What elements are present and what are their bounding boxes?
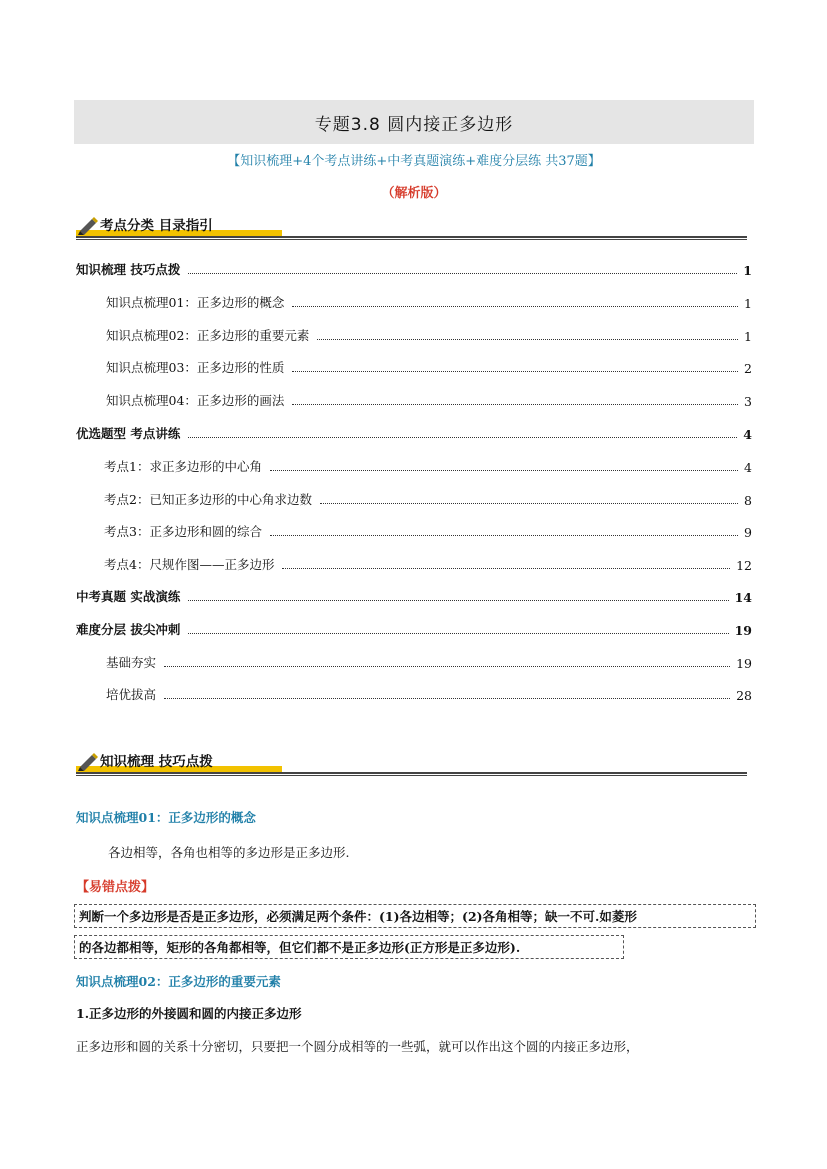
divider bbox=[76, 772, 747, 774]
toc-page-number: 8 bbox=[744, 493, 752, 508]
toc-page-number: 1 bbox=[743, 263, 752, 278]
toc-leader bbox=[320, 503, 738, 504]
toc-page-number: 3 bbox=[744, 394, 752, 409]
toc-leader bbox=[282, 568, 730, 569]
toc-entry[interactable] bbox=[76, 389, 752, 409]
toc-leader bbox=[292, 371, 738, 372]
toc-page-number: 28 bbox=[736, 688, 752, 703]
toc-entry-text: 知识点梳理04：正多边形的画法 bbox=[106, 393, 285, 408]
toc-entry[interactable] bbox=[76, 651, 752, 671]
pencil-icon bbox=[78, 215, 98, 235]
toc-page-number: 19 bbox=[736, 656, 752, 671]
toc-leader bbox=[188, 600, 728, 601]
toc-page-number: 4 bbox=[743, 427, 752, 442]
knowledge-section-label: 知识梳理 技巧点拨 bbox=[100, 754, 213, 770]
toc-entry[interactable] bbox=[76, 291, 752, 311]
page-title: 专题3.8 圆内接正多边形 bbox=[314, 114, 514, 135]
kp2-subheading: 1.正多边形的外接圆和圆的内接正多边形 bbox=[76, 1006, 302, 1021]
kp1-title: 知识点梳理01：正多边形的概念 bbox=[76, 810, 256, 825]
toc-entry-text: 考点1：求正多边形的中心角 bbox=[104, 459, 262, 474]
toc-entry[interactable] bbox=[76, 520, 752, 540]
toc-entry[interactable] bbox=[76, 455, 752, 475]
warning-label: 【易错点拨】 bbox=[76, 880, 155, 895]
toc-entry[interactable] bbox=[76, 683, 752, 703]
toc-entry[interactable] bbox=[76, 585, 752, 605]
toc-entry-text: 知识梳理 技巧点拨 bbox=[76, 262, 181, 277]
toc-section-header bbox=[76, 212, 756, 242]
toc-entry[interactable] bbox=[76, 553, 752, 573]
title-band bbox=[74, 100, 754, 144]
divider bbox=[76, 239, 747, 240]
subtitle: 【知识梳理+4个考点讲练+中考真题演练+难度分层练 共37题】 bbox=[227, 154, 601, 169]
toc-entry-text: 培优拔高 bbox=[106, 687, 157, 702]
warning-line-1: 判断一个多边形是否是正多边形，必须满足两个条件：(1)各边相等；(2)各角相等；缺一不可.如菱形 bbox=[74, 904, 756, 928]
toc-entry-text: 考点3：正多边形和圆的综合 bbox=[104, 524, 262, 539]
toc-entry-text: 考点4：尺规作图——正多边形 bbox=[104, 557, 275, 572]
toc-leader bbox=[188, 633, 728, 634]
toc-entry-text: 知识点梳理02：正多边形的重要元素 bbox=[106, 328, 310, 343]
toc-leader bbox=[188, 437, 737, 438]
toc-leader bbox=[164, 666, 730, 667]
toc-leader bbox=[164, 698, 730, 699]
warning-line-2: 的各边都相等，矩形的各角都相等，但它们都不是正多边形(正方形是正多边形). bbox=[74, 935, 624, 959]
toc-entry[interactable] bbox=[76, 356, 752, 376]
toc-leader bbox=[270, 535, 738, 536]
toc-section-label: 考点分类 目录指引 bbox=[100, 218, 213, 234]
toc-leader bbox=[317, 339, 738, 340]
toc-page-number: 12 bbox=[736, 558, 752, 573]
toc-leader bbox=[292, 306, 738, 307]
toc-leader bbox=[188, 273, 737, 274]
toc-entry-text: 基础夯实 bbox=[106, 655, 157, 670]
toc-page-number: 2 bbox=[744, 361, 752, 376]
toc-page-number: 1 bbox=[744, 296, 752, 311]
toc-entry-text: 知识点梳理03：正多边形的性质 bbox=[106, 360, 285, 375]
toc-entry-text: 知识点梳理01：正多边形的概念 bbox=[106, 295, 285, 310]
toc-entry-text: 中考真题 实战演练 bbox=[76, 589, 181, 604]
toc-entry-text: 优选题型 考点讲练 bbox=[76, 426, 181, 441]
toc-page-number: 1 bbox=[744, 329, 752, 344]
toc-entry[interactable] bbox=[76, 618, 752, 638]
kp1-definition: 各边相等，各角也相等的多边形是正多边形. bbox=[108, 845, 350, 860]
toc-entry[interactable] bbox=[76, 488, 752, 508]
toc-entry[interactable] bbox=[76, 258, 752, 278]
kp2-paragraph: 正多边形和圆的关系十分密切，只要把一个圆分成相等的一些弧，就可以作出这个圆的内接正多边形， bbox=[76, 1039, 639, 1054]
toc-entry[interactable] bbox=[76, 324, 752, 344]
toc-entry-text: 考点2：已知正多边形的中心角求边数 bbox=[104, 492, 312, 507]
edition-label: （解析版） bbox=[381, 186, 447, 201]
pencil-icon bbox=[78, 751, 98, 771]
toc-page-number: 4 bbox=[744, 460, 752, 475]
toc-leader bbox=[292, 404, 738, 405]
toc-page-number: 14 bbox=[734, 590, 752, 605]
toc-entry-text: 难度分层 拔尖冲刺 bbox=[76, 622, 181, 637]
toc-page-number: 19 bbox=[734, 623, 752, 638]
divider bbox=[76, 236, 747, 238]
toc-page-number: 9 bbox=[744, 525, 752, 540]
divider bbox=[76, 775, 747, 776]
toc-leader bbox=[270, 470, 738, 471]
knowledge-section-header bbox=[76, 748, 756, 778]
kp2-title: 知识点梳理02：正多边形的重要元素 bbox=[76, 974, 281, 989]
toc-entry[interactable] bbox=[76, 422, 752, 442]
